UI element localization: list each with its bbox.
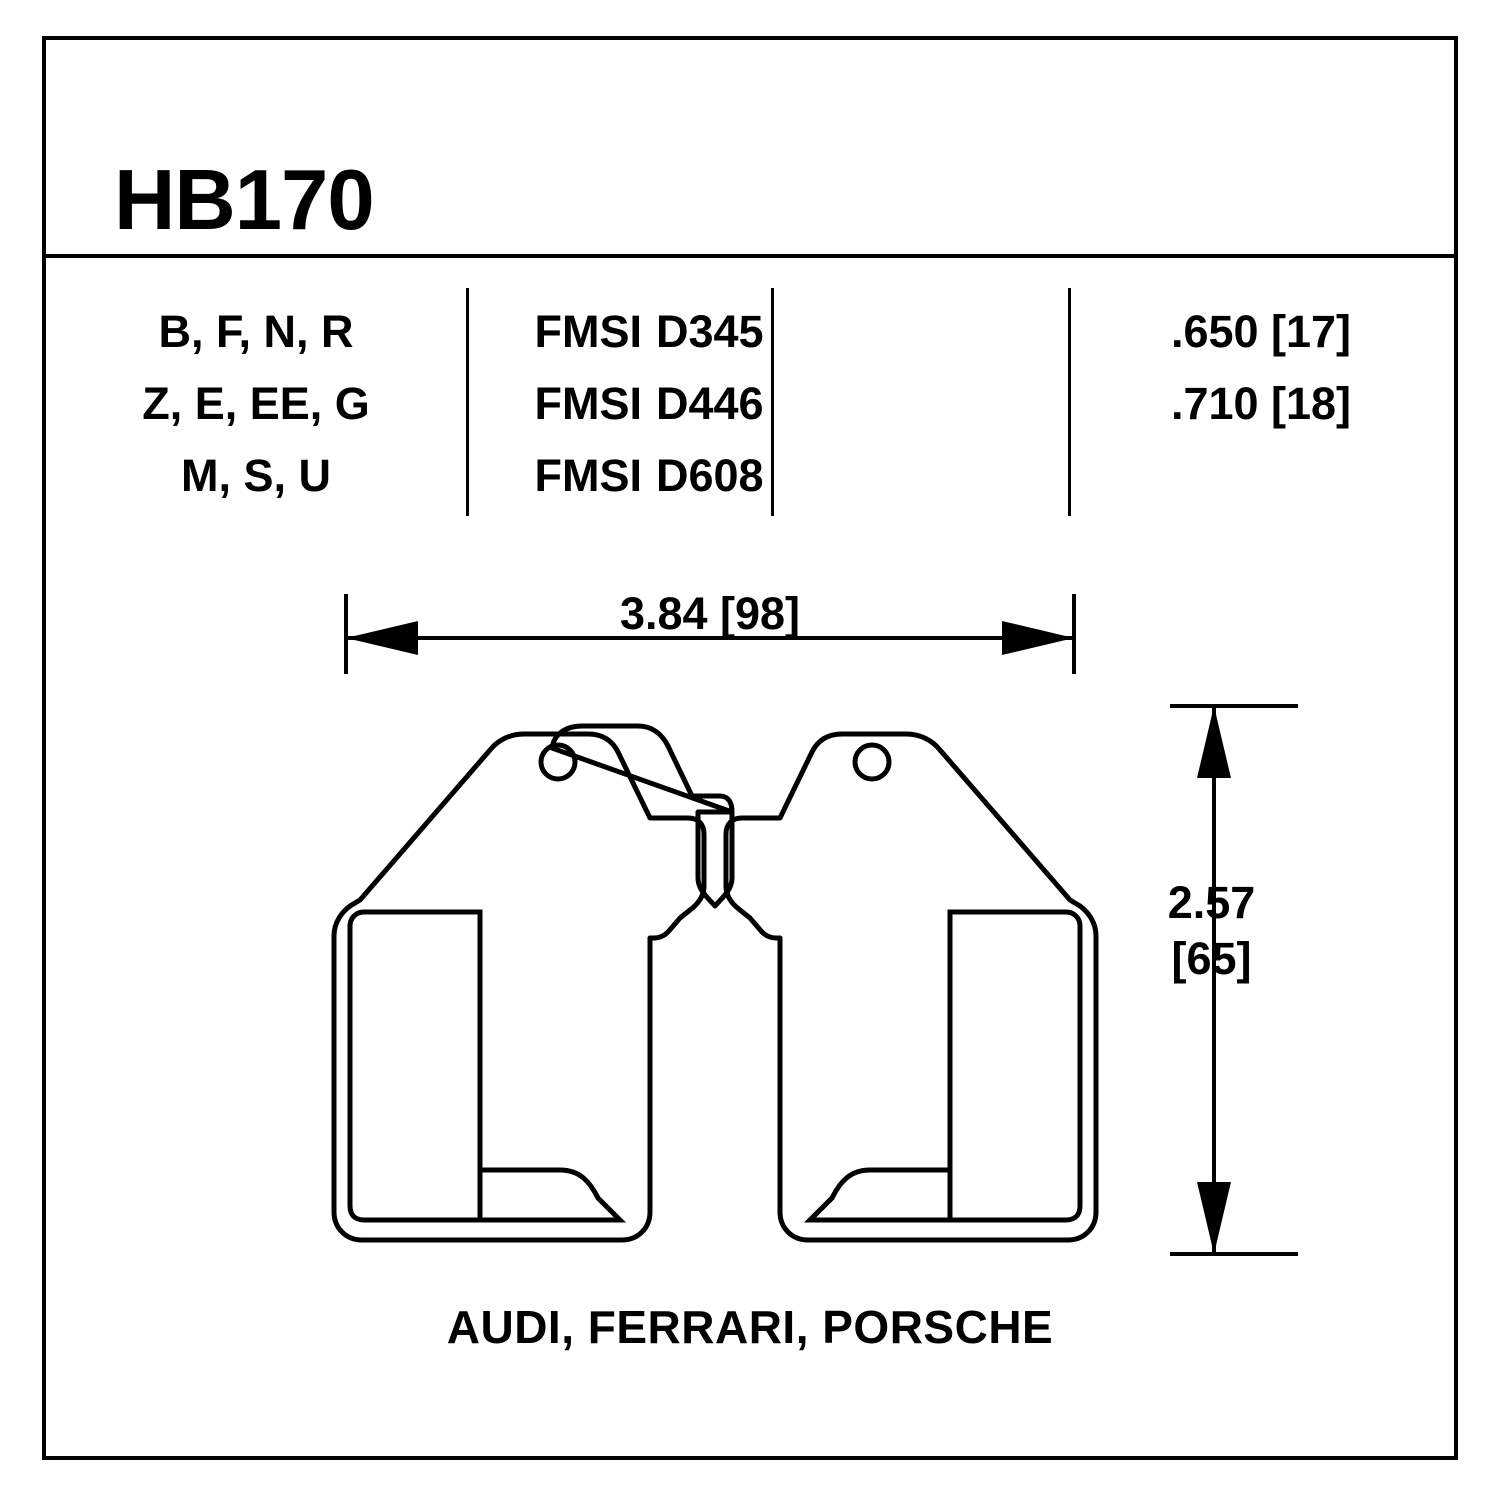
title-band [46,40,1454,258]
pad-thickness: .650 [17] [1170,306,1352,357]
brake-pad-outline-drawing [320,700,1110,1270]
pad-outline-svg [320,700,1110,1270]
friction-material-right-edge [950,912,1080,1220]
fmsi-code: D345 [656,306,764,357]
table-row [46,368,1454,440]
table-row [46,296,1454,368]
compound-codes: M, S, U [180,450,331,501]
pad-chamfer-right [810,1170,950,1220]
fmsi-label: FMSI [534,378,642,429]
fmsi-code: D608 [656,450,764,501]
compound-codes: Z, E, EE, G [142,378,370,429]
part-number: HB170 [114,153,374,248]
friction-material-left-edge [350,912,480,1220]
fmsi-code: D446 [656,378,764,429]
width-dimension-label: 3.84 [98] [619,588,801,639]
height-dimension-inches: 2.57 [1167,877,1256,928]
compound-codes: B, F, N, R [158,306,354,357]
table-row [46,440,1454,512]
width-dimension [340,588,1080,678]
height-dimension-mm: [65] [1171,933,1252,985]
height-dimension-label [1124,875,1299,988]
pad-right-half-outline [726,734,1096,1240]
pad-left-half-outline [334,734,704,1240]
vehicle-applications: AUDI, FERRARI, PORSCHE [446,1301,1054,1353]
retaining-pin-hole-right [855,745,889,779]
pad-chamfer-left [480,1170,620,1220]
spec-table [46,258,1454,543]
pad-thickness: .710 [18] [1170,378,1352,429]
fmsi-label: FMSI [534,306,642,357]
fmsi-label: FMSI [534,450,642,501]
height-dimension [1130,700,1305,1260]
